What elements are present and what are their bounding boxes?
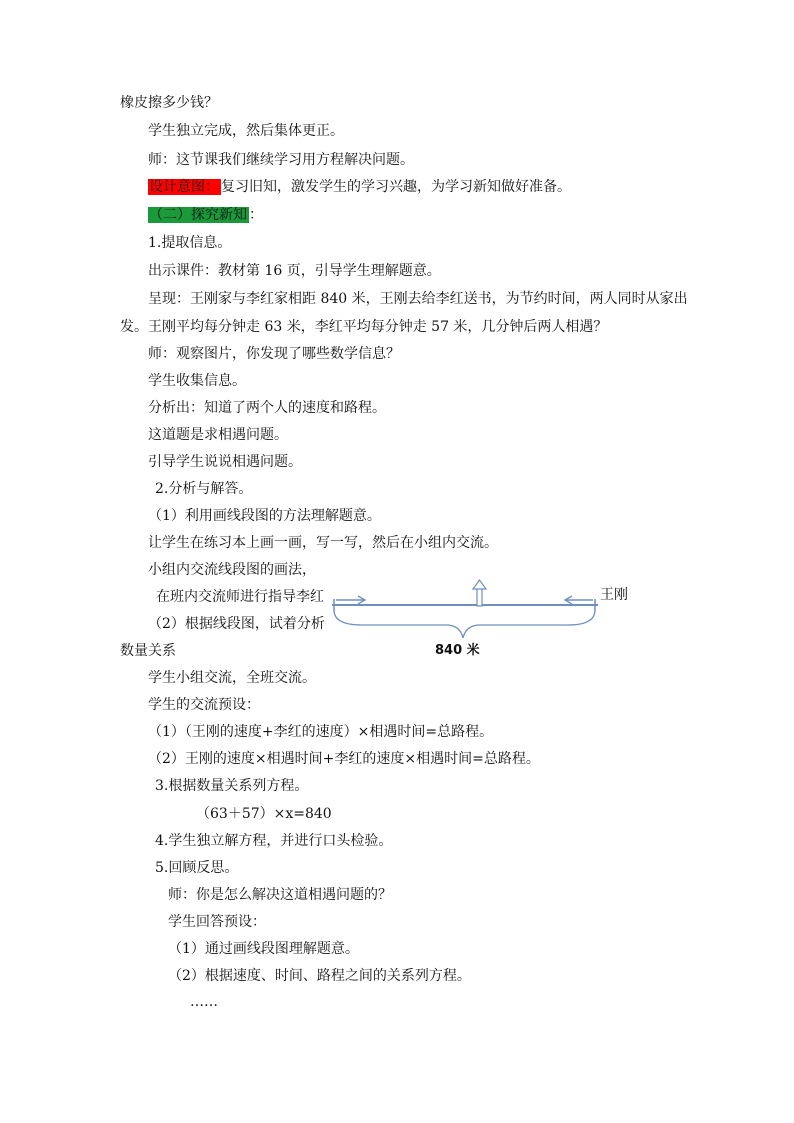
- section-heading-colon: ：: [249, 207, 263, 223]
- meeting-point-arrowhead: [473, 580, 486, 589]
- meeting-point-shaft: [477, 588, 482, 606]
- wanggang-label: 王刚: [600, 587, 628, 603]
- text-line: 师：这节课我们继续学习用方程解决问题。: [148, 152, 414, 168]
- text-line: 分析出：知道了两个人的速度和路程。: [148, 400, 386, 416]
- text-line: 学生收集信息。: [148, 373, 246, 389]
- text-line: 让学生在练习本上画一画，写一写，然后在小组内交流。: [148, 535, 498, 551]
- text-line: 这道题是求相遇问题。: [148, 427, 288, 443]
- text-line: 2.分析与解答。: [155, 481, 253, 497]
- text-line: 学生独立完成，然后集体更正。: [148, 123, 344, 139]
- text-line: 师：你是怎么解决这道相遇问题的？: [168, 887, 392, 903]
- text-line: 学生小组交流，全班交流。: [148, 670, 316, 686]
- ellipsis: ……: [190, 994, 218, 1010]
- text-line: （2）王刚的速度×相遇时间+李红的速度×相遇时间=总路程。: [148, 751, 540, 767]
- section-heading: [148, 206, 263, 224]
- text-line: 橡皮擦多少钱？: [120, 95, 218, 111]
- text-line: 1.提取信息。: [148, 235, 232, 251]
- text-line: 学生的交流预设：: [148, 697, 260, 713]
- text-line: 出示课件：教材第 16 页，引导学生理解题意。: [148, 263, 441, 279]
- text-line: 引导学生说说相遇问题。: [148, 454, 302, 470]
- text-line: （2）根据线段图，试着分析: [148, 616, 325, 632]
- line-segment-diagram: [318, 574, 638, 660]
- text-line: 数量关系: [120, 643, 176, 659]
- text-line: 发。王刚平均每分钟走 63 米，李红平均每分钟走 57 米，几分钟后两人相遇？: [120, 319, 608, 335]
- design-intent-label: 设计意图：: [149, 179, 219, 195]
- text-line: 小组内交流线段图的画法，: [148, 562, 316, 578]
- text-line: 学生回答预设：: [168, 914, 266, 930]
- text-line: （1）利用画线段图的方法理解题意。: [148, 508, 381, 524]
- text-line: 呈现：王刚家与李红家相距 840 米，王刚去给李红送书，为节约时间，两人同时从家出: [148, 291, 688, 307]
- text-line: 师：观察图片，你发现了哪些数学信息？: [148, 346, 400, 362]
- design-intent-line: [148, 178, 571, 196]
- text-line: （1）通过画线段图理解题意。: [168, 941, 359, 957]
- text-line: 5.回顾反思。: [155, 860, 239, 876]
- text-line: 4.学生独立解方程，并进行口头检验。: [155, 833, 393, 849]
- design-intent-text: 复习旧知，激发学生的学习兴趣，为学习新知做好准备。: [221, 179, 571, 195]
- text-line: （2）根据速度、时间、路程之间的关系列方程。: [168, 968, 471, 984]
- distance-brace: [334, 610, 595, 638]
- text-line: 在班内交流师进行指导李红: [156, 589, 324, 605]
- section-heading-label: （二）探究新知: [149, 207, 247, 223]
- text-line: 3.根据数量关系列方程。: [155, 778, 309, 794]
- equation: （63＋57）×x=840: [196, 806, 332, 822]
- distance-label: 840 米: [435, 643, 480, 658]
- text-line: （1）（王刚的速度+李红的速度）×相遇时间=总路程。: [148, 724, 494, 740]
